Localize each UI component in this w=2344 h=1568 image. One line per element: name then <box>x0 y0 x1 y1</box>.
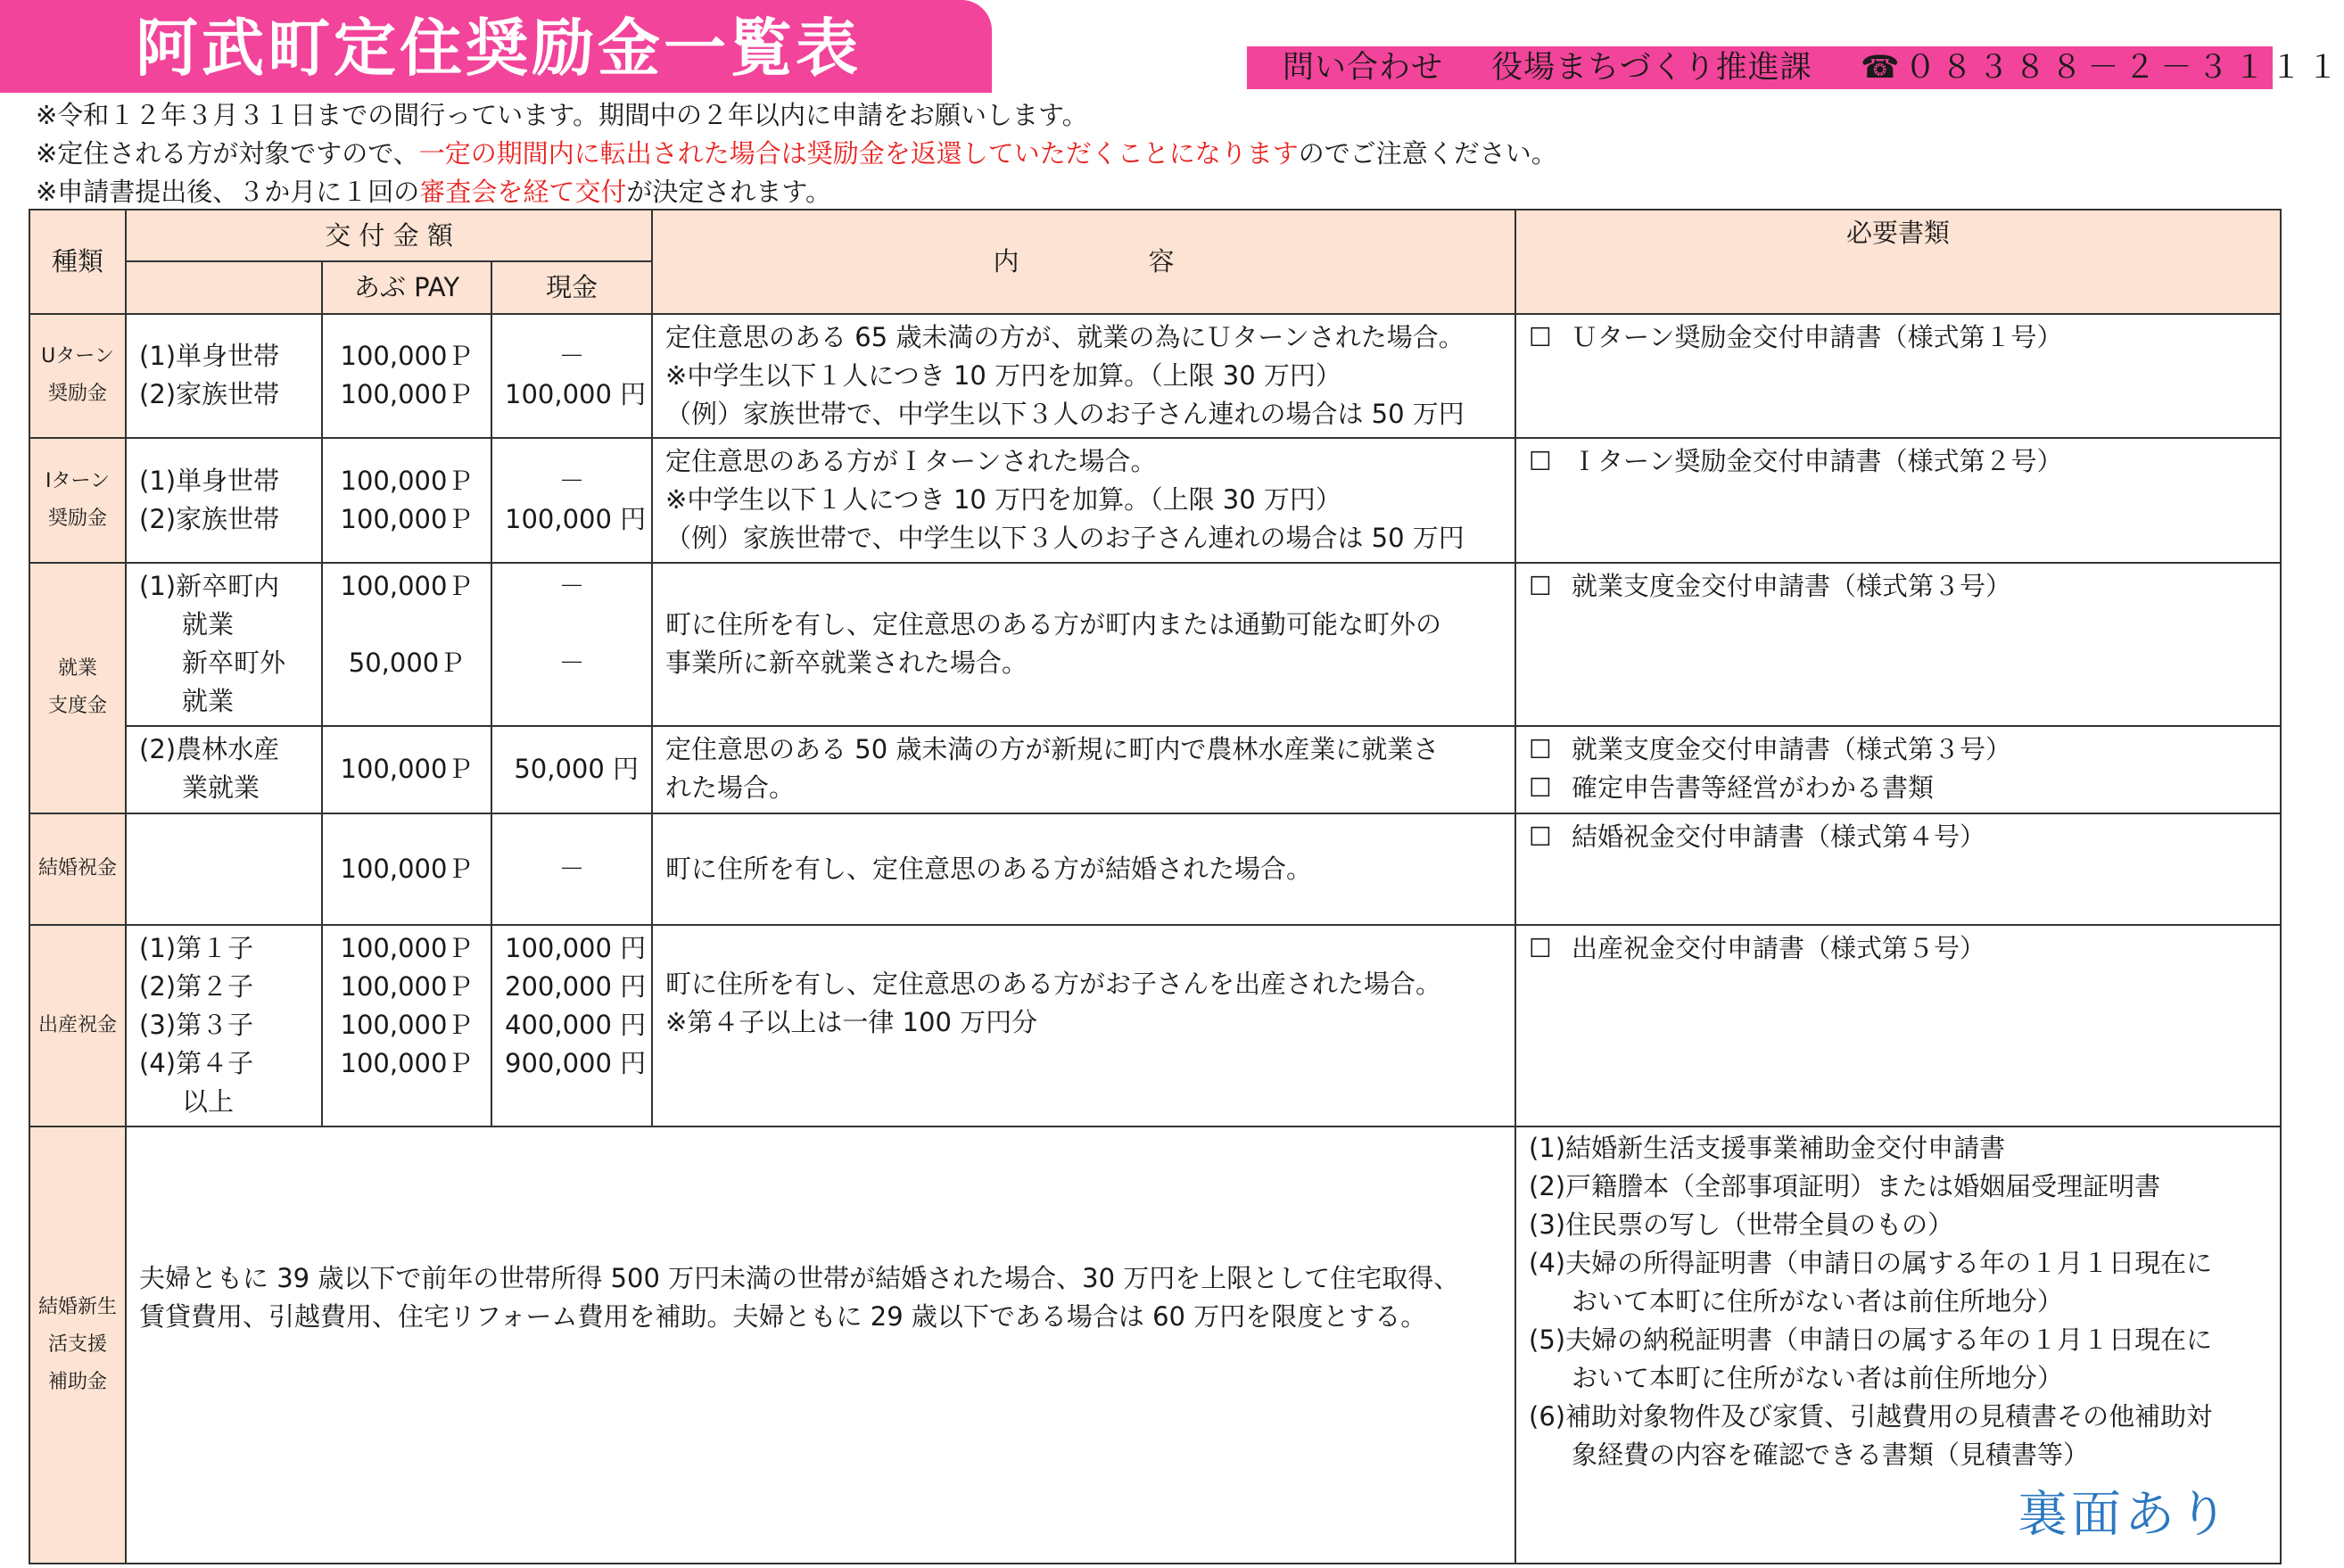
checkbox-doc: ☐ 確定申告書等経営がわかる書類 <box>1529 769 2267 807</box>
contact-phone: ☎０８３８８－２－３１１１ <box>1860 50 2344 86</box>
note-review <box>36 173 2266 211</box>
note-review-highlight: 審査会を経て交付 <box>419 177 627 207</box>
docs-cell <box>1515 925 2281 1126</box>
checkbox-doc: ☐ 就業支度金交付申請書（様式第３号） <box>1529 730 2267 769</box>
contact-label: 問い合わせ <box>1283 50 1444 86</box>
header-abu-pay: あぶ PAY <box>322 261 491 313</box>
kind-birth: 出産祝金 <box>29 925 126 1126</box>
kind-newlife: 結婚新生 活支援 補助金 <box>29 1126 126 1564</box>
note-review-a: ※申請書提出後、３か月に１回の <box>36 177 420 207</box>
header-docs: 必要書類 <box>1515 210 2281 314</box>
category-cell <box>126 813 322 925</box>
header-kind: 種類 <box>29 210 126 314</box>
category-cell: (1)単身世帯 (2)家族世帯 <box>126 314 322 439</box>
content-cell: 町に住所を有し、定住意思のある方がお子さんを出産された場合。 ※第４子以上は一律 100 万円分 <box>652 925 1515 1126</box>
header-category <box>126 261 322 313</box>
cash-cell: － 100,000 円 <box>491 438 652 563</box>
checkbox-doc: ☐ 結婚祝金交付申請書（様式第４号） <box>1529 818 2267 856</box>
table-row <box>29 925 2281 1126</box>
abu-pay-cell: 100,000Ｐ 50,000Ｐ <box>322 563 491 726</box>
docs-cell <box>1515 563 2281 726</box>
checkbox-doc: ☐ 就業支度金交付申請書（様式第３号） <box>1529 567 2267 606</box>
cash-cell: 50,000 円 <box>491 726 652 813</box>
table-row <box>29 726 2281 813</box>
header-cash: 現金 <box>491 261 652 313</box>
category-cell: (2)農林水産 業就業 <box>126 726 322 813</box>
note-refund <box>36 135 2266 173</box>
content-cell: 定住意思のある方がＩターンされた場合。 ※中学生以下１人につき 10 万円を加算。（上限 30 万円） （例）家族世帯で、中学生以下３人のお子さん連れの場合は 50 万円 <box>652 438 1515 563</box>
docs-cell <box>1515 314 2281 439</box>
content-cell: 町に住所を有し、定住意思のある方が町内または通勤可能な町外の 事業所に新卒就業された場合。 <box>652 563 1515 726</box>
kind-u-turn: Uターン 奨励金 <box>29 314 126 439</box>
note-refund-warning: 一定の期間内に転出された場合は奨励金を返還していただくことになります <box>418 138 1299 169</box>
note-refund-b: のでご注意ください。 <box>1298 138 1557 169</box>
reverse-side-note: 裏面あり <box>2018 1486 2233 1544</box>
cash-cell: － － <box>491 563 652 726</box>
kind-marriage: 結婚祝金 <box>29 813 126 925</box>
table-row <box>29 314 2281 439</box>
note-refund-a: ※定住される方が対象ですので、 <box>36 138 419 169</box>
header-content: 内 容 <box>652 210 1515 314</box>
docs-cell <box>1515 813 2281 925</box>
contact-bar <box>1247 46 2344 89</box>
cash-cell: 100,000 円 200,000 円 400,000 円 900,000 円 <box>491 925 652 1126</box>
note-period: ※令和１２年３月３１日までの間行っています。期間中の２年以内に申請をお願いします。 <box>36 100 1088 130</box>
contact-dept: 役場まちづくり推進課 <box>1491 50 1812 86</box>
content-cell: 定住意思のある 50 歳未満の方が新規に町内で農林水産業に就業さ れた場合。 <box>652 726 1515 813</box>
kind-i-turn: Iターン 奨励金 <box>29 438 126 563</box>
checkbox-doc: ☐ Ｉターン奨励金交付申請書（様式第２号） <box>1529 442 2267 481</box>
checkbox-doc: ☐ 出産祝金交付申請書（様式第５号） <box>1529 929 2267 968</box>
note-review-b: が決定されます。 <box>626 177 832 207</box>
content-cell: 定住意思のある 65 歳未満の方が、就業の為にＵターンされた場合。 ※中学生以下１人につき 10 万円を加算。（上限 30 万円） （例）家族世帯で、中学生以下３人のお子さん連れの場合は 50 万円 <box>652 314 1515 439</box>
category-cell: (1)第１子 (2)第２子 (3)第３子 (4)第４子 以上 <box>126 925 322 1126</box>
header-amount: 交 付 金 額 <box>126 210 652 261</box>
table-row <box>29 1126 2281 1564</box>
cash-cell: － 100,000 円 <box>491 314 652 439</box>
table-row <box>29 813 2281 925</box>
docs-cell <box>1515 438 2281 563</box>
category-cell: (1)単身世帯 (2)家族世帯 <box>126 438 322 563</box>
abu-pay-cell: 100,000Ｐ 100,000Ｐ <box>322 314 491 439</box>
category-cell: (1)新卒町内 就業 新卒町外 就業 <box>126 563 322 726</box>
table-row <box>29 563 2281 726</box>
content-cell: 町に住所を有し、定住意思のある方が結婚された場合。 <box>652 813 1515 925</box>
page-title: 阿武町定住奨励金一覧表 <box>0 0 992 93</box>
cash-cell: － <box>491 813 652 925</box>
kind-employment: 就業 支度金 <box>29 563 126 813</box>
docs-cell: (1)結婚新生活支援事業補助金交付申請書 (2)戸籍謄本（全部事項証明）または婚姻届受理証明書 (3)住民票の写し（世帯全員のもの） (4)夫婦の所得証明書（申請日の属する年の１月１日現在に おいて本町に住所がない者は前住所地分） (5)夫婦の納税証明書（申請日の属する年の１月１日現在に おいて本町に住所がない者は前住所地分） (6)補助対象物件及び家賃、引越費用の見積書その他補助対 象経費の内容を確認できる書類（見積書等） 裏面あり <box>1515 1126 2281 1564</box>
checkbox-doc: ☐ Ｕターン奨励金交付申請書（様式第１号） <box>1529 318 2267 357</box>
abu-pay-cell: 100,000Ｐ 100,000Ｐ <box>322 438 491 563</box>
abu-pay-cell: 100,000Ｐ <box>322 726 491 813</box>
content-cell: 夫婦ともに 39 歳以下で前年の世帯所得 500 万円未満の世帯が結婚された場合、30 万円を上限として住宅取得、 賃貸費用、引越費用、住宅リフォーム費用を補助。夫婦ともに 29 歳以下である場合は 60 万円を限度とする。 <box>126 1126 1515 1564</box>
docs-cell <box>1515 726 2281 813</box>
notes <box>36 96 2266 211</box>
table-row <box>29 438 2281 563</box>
subsidy-table <box>29 209 2282 1564</box>
abu-pay-cell: 100,000Ｐ <box>322 813 491 925</box>
abu-pay-cell: 100,000Ｐ 100,000Ｐ 100,000Ｐ 100,000Ｐ <box>322 925 491 1126</box>
